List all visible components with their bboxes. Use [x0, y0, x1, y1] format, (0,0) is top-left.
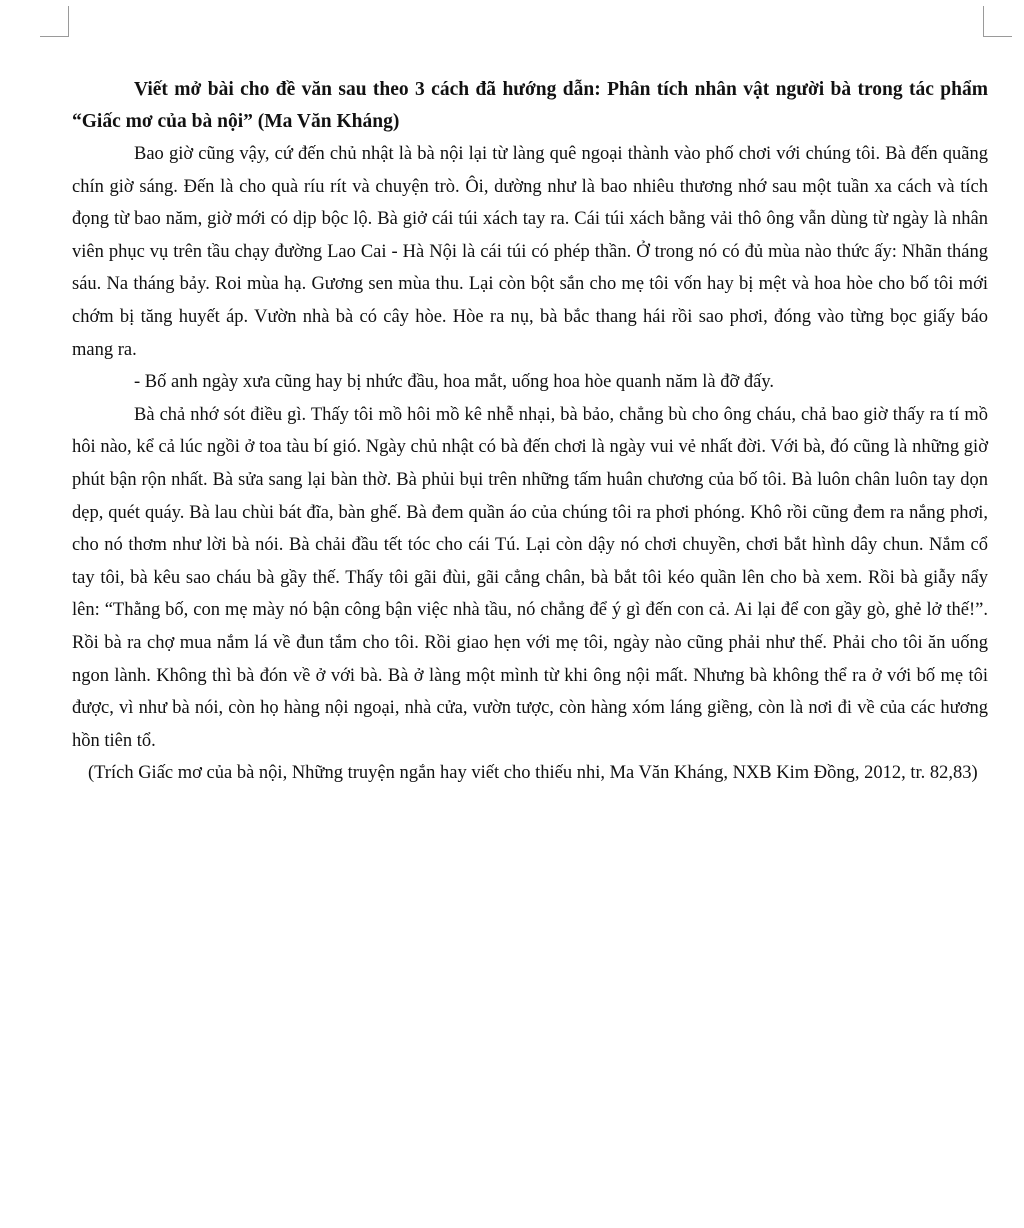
excerpt-dialogue: - Bố anh ngày xưa cũng hay bị nhức đầu, hoa mắt, uống hoa hòe quanh năm là đỡ đấy. [134, 372, 775, 393]
document-body[interactable] [72, 74, 988, 790]
page-corner-mark-left [40, 6, 69, 37]
page-corner-mark-right [983, 6, 1012, 37]
excerpt-paragraph-2: Bà chả nhớ sót điều gì. Thấy tôi mồ hôi mồ kê nhễ nhại, bà bảo, chẳng bù cho ông cháu, chả bao giờ thấy ra tí mồ hôi nào, kể cả lúc ngồi ở toa tàu bí gió. Ngày chủ nhật có bà đến chơi là ngày vui vẻ nhất đời. Với bà, đó cũng là những giờ phút bận rộn nhất. Bà sửa sang lại bàn thờ. Bà phủi bụi trên những tấm huân chương của bố tôi. Bà luôn chân luôn tay dọn dẹp, quét quáy. Bà lau chùi bát đĩa, bàn ghế. Bà đem quần áo của chúng tôi ra phơi phóng. Khô rồi cũng đem ra nắng phơi, cho nó thơm như lời bà nói. Bà chải đầu tết tóc cho cái Tú. Lại còn dậy nó chơi chuyền, chơi bắt hình dây chun. Nắm cổ tay tôi, bà kêu sao cháu bà gầy thế. Thấy tôi gãi đùi, gãi cẳng chân, bà bắt tôi kéo quần lên cho bà xem. Rồi bà giẫy nẩy lên: “Thằng bố, con mẹ mày nó bận công bận việc nhà tầu, nó chẳng để ý gì đến con cả. Ai lại để con gầy gò, ghẻ lở thế!”. Rồi bà ra chợ mua nắm lá về đun tắm cho tôi. Rồi giao hẹn với mẹ tôi, ngày nào cũng phải như thế. Phải cho tôi ăn uống ngon lành. Không thì bà đón về ở với bà. Bà ở làng một mình từ khi ông nội mất. Nhưng bà không thể ra ở với bố mẹ tôi được, vì như bà nói, còn họ hàng nội ngoại, nhà cửa, vườn tược, còn hàng xóm láng giềng, còn là nơi đi về của các hương hồn tiên tổ. [72, 404, 988, 751]
excerpt-paragraph-1: Bao giờ cũng vậy, cứ đến chủ nhật là bà nội lại từ làng quê ngoại thành vào phố chơi với chúng tôi. Bà đến quãng chín giờ sáng. Đến là cho quà ríu rít và chuyện trò. Ôi, dường như là bao nhiêu thương nhớ sau một tuần xa cách và tích đọng từ bao năm, giờ mới có dịp bộc lộ. Bà giở cái túi xách tay ra. Cái túi xách bằng vải thô ông vẫn dùng từ ngày là nhân viên phục vụ trên tầu chạy đường Lao Cai - Hà Nội là cái túi có phép thần. Ở trong nó có đủ mùa nào thức ấy: Nhãn tháng sáu. Na tháng bảy. Roi mùa hạ. Gương sen mùa thu. Lại còn bột sắn cho mẹ tôi vốn hay bị mệt và hoa hòe cho bố tôi mới chớm bị tăng huyết áp. Vườn nhà bà có cây hòe. Hòe ra nụ, bà bắc thang hái rồi sao phơi, đóng vào từng bọc giấy báo mang ra. [72, 144, 988, 360]
assignment-title: Viết mở bài cho đề văn sau theo 3 cách đã hướng dẫn: Phân tích nhân vật người bà trong tác phẩm “Giấc mơ của bà nội” (Ma Văn Kháng) [72, 79, 988, 132]
excerpt-source-citation: (Trích Giấc mơ của bà nội, Những truyện ngắn hay viết cho thiếu nhi, Ma Văn Kháng, NXB Kim Đồng, 2012, tr. 82,83) [88, 763, 978, 784]
